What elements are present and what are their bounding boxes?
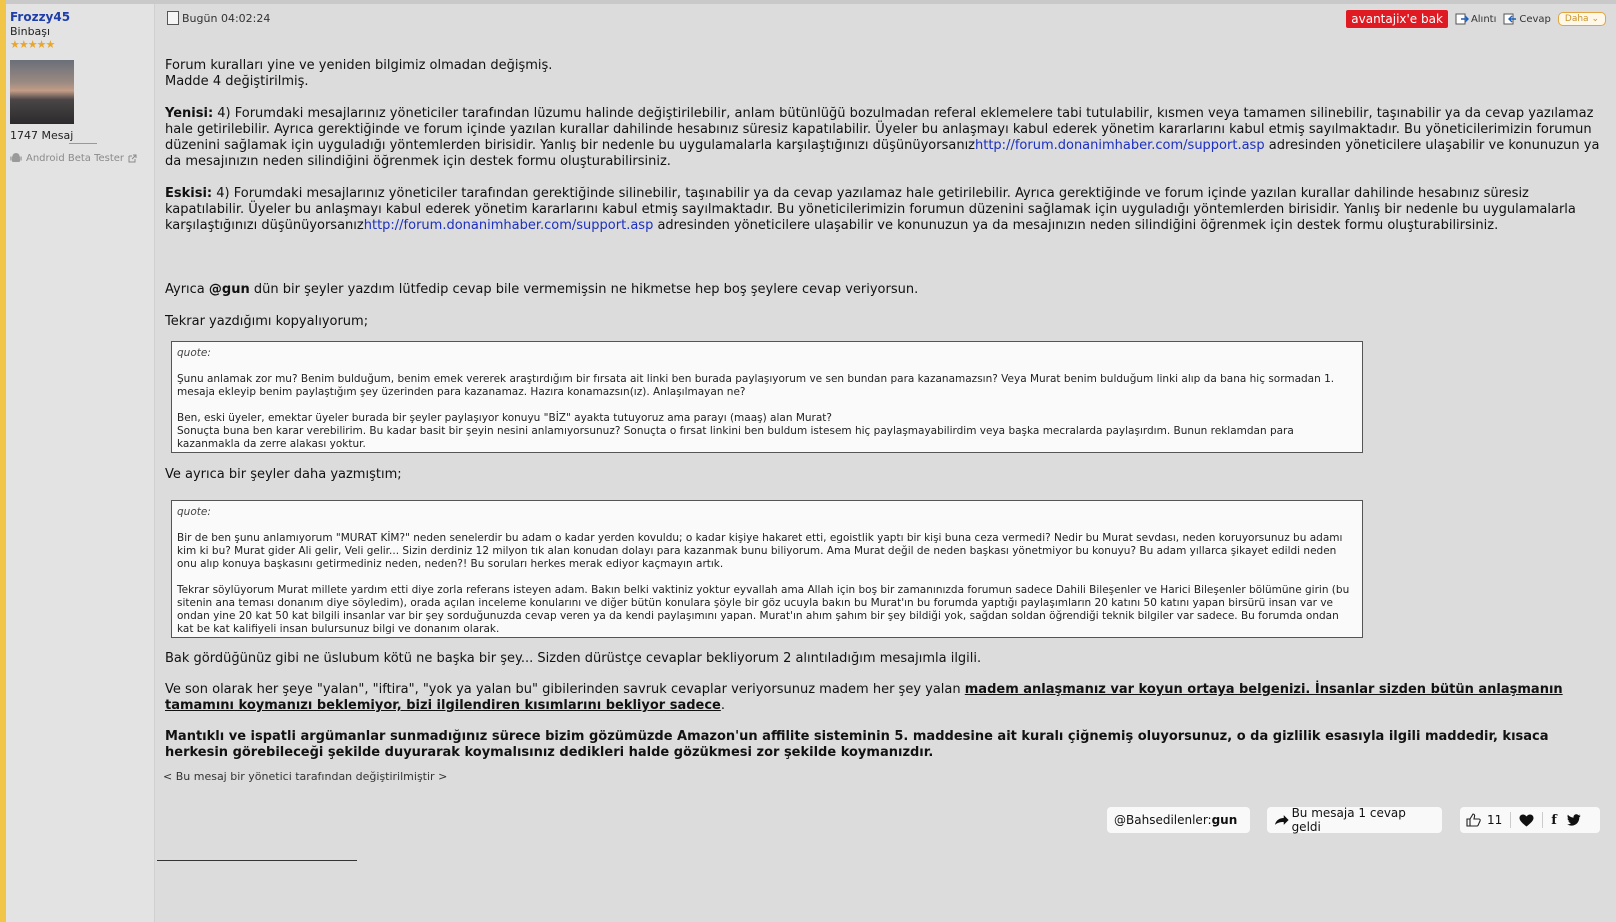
last-pre: Ve son olarak her şeye "yalan", "iftira", "yok ya yalan bu" gibilerinden savruk cevaplar veriyorsunuz madem her şey yalan <box>165 682 965 697</box>
quote-box-1 <box>171 341 1363 453</box>
rank-stars-icon: ★★★★★ <box>10 38 55 51</box>
replies-pill[interactable] <box>1267 807 1442 833</box>
reactions-pill <box>1460 807 1600 833</box>
mentions-label: @Bahsedilenler: <box>1114 813 1212 827</box>
replies-label: Bu mesaja 1 cevap geldi <box>1291 806 1406 834</box>
quote2-paragraph-1: Bir de ben şunu anlamıyorum "MURAT KİM?" neden senelerdir bu adam o kadar yerden kovuldu; o kadar kişiye hakaret etti, egoistlik yaptı bir kişi buna ceza vermedi? Nedir bu Murat sevdası, neden koruyorsunuz bu adamı kim ki bu? Murat gider Ali gelir, Veli gelir... Sizin derdiniz 12 milyon tık alan konudan dolayı para kazanmak bunu biliyorum. Ama Murat değil de neden başkası yönetmiyor bu konuyu? Bu adam yıllarca şikayet edildi neden onu alıp konuya başkasını getirmediniz neden, neden?! Bu soruları herkes merak ediyor kaçmayın artık. <box>177 532 1343 570</box>
divider <box>1510 812 1511 828</box>
avatar[interactable] <box>10 60 74 124</box>
last-paragraph <box>165 682 1605 714</box>
quote-box-2 <box>171 500 1363 638</box>
new-rule-paragraph <box>165 106 1605 170</box>
support-link-new[interactable]: http://forum.donanimhaber.com/support.asp <box>975 138 1265 153</box>
see-line: Bak gördüğünüz gibi ne üslubum kötü ne başka bir şey... Sizden dürüstçe cevaplar bekliyorum 2 alıntıladığım mesajımla ilgili. <box>165 651 982 666</box>
post-date <box>167 11 270 25</box>
new-rule-text: 4) Forumdaki mesajlarınız yöneticiler tarafından lüzumu halinde değiştirilebilir, anlam bütünlüğü bozulmadan referal eklemelere tabi tutulabilir, kısmen veya tamamen silinebilir, taşınabilir ya da cevap yazılamaz hale getirilebilir. Ayrıca gerektiğinde ve forum içinde yazılan kurallar dahilinde hesabınız süresiz kapatılabilir. Üyeler bu anlaşmayı kabul ederek yönetim kararlarını kabul etmiş sayılmaktadır. Bu yöneticilerimizin forumun düzenini sağlamak için uyguladığı yöntemlerden birisidir. Yanlış bir nedenle bu uygulamalarla karşılaştığınızı düşünüyorsanız <box>165 106 1594 153</box>
old-rule-text: 4) Forumdaki mesajlarınız yöneticiler tarafından gerektiğinde silinebilir, taşınabilir ya da cevap yazılamaz hale getirilebilir. Ayrıca gerektiğinde ve forum içinde yazılan kurallar dahilinde hesabınız süresiz kapatılabilir. Üyeler bu anlaşmayı kabul ederek yönetim kararlarını kabul etmiş sayılmaktadır. Bu yöneticilerimizin forumun düzenini sağlamak için uyguladığı yöntemlerden birisidir. Yanlış bir nedenle bu uygulamalarla karşılaştığınızı düşünüyorsanız <box>165 186 1576 233</box>
post-body <box>165 58 1605 330</box>
quote-button[interactable] <box>1455 13 1496 25</box>
reply-button-label: Cevap <box>1519 13 1551 25</box>
mentions-pill[interactable] <box>1107 807 1250 833</box>
android-icon <box>10 152 22 164</box>
more-dropdown-label: Daha <box>1564 14 1589 24</box>
old-rule-paragraph <box>165 186 1605 234</box>
old-rule-label: Eskisi: <box>165 186 213 201</box>
thumbs-up-icon[interactable] <box>1466 813 1481 827</box>
new-rule-tail: adresinden yöneticilere ulaşabilir ve konunuzun ya da mesajınızın neden silindiğini öğrenmek için destek formu oluşturabilirsiniz. <box>165 138 1600 169</box>
quote-label: quote: <box>177 347 211 359</box>
quote1-paragraph-2b: Sonuçta buna ben karar verebilirim. Bu kadar basit bir şeyin nesini anlamıyorsunuz? Sonuçta o fırsat linkini ben buldum istesem hiç paylaşmayabilirdim veya başka mecralarda paylaşırdım. Bunun reklamdan para kazanmakla da zerre alakası yoktur. <box>177 425 1294 450</box>
quote-label: quote: <box>177 506 211 518</box>
mention-link[interactable]: @gun <box>208 282 250 297</box>
message-count[interactable]: 1747 Mesaj <box>10 129 74 142</box>
more-dropdown[interactable] <box>1558 12 1606 26</box>
twitter-icon[interactable] <box>1567 814 1581 826</box>
reply-icon <box>1503 13 1517 25</box>
moderator-note: < Bu mesaj bir yönetici tarafından değiştirilmiştir > <box>163 770 448 783</box>
divider <box>1542 812 1543 828</box>
mentions-user[interactable]: gun <box>1211 813 1238 827</box>
mention-paragraph <box>165 282 1605 298</box>
final-paragraph: Mantıklı ve ispatli argümanlar sunmadığınız sürece bizim gözümüzde Amazon'un affilite sisteminin 5. maddesine ait kuralı çiğnemiş oluyorsunuz, o da gizlilik esasıyla ilgili maddedir, kısaca herkesin görebileceği şekilde duyurarak koymalısınız dedikleri halde gözükmesi zor şekilde koymanızdır. <box>165 729 1549 760</box>
quote2-paragraph-2: Tekrar söylüyorum Murat millete yardım etti diye zorla referans isteyen adam. Bakın belki vaktiniz yoktur eyvallah ama Allah için boş bir zamanınızda forumun sadece Dahili Bileşenler ve Harici Bileşenler bölümüne girin (bu sitenin ana teması donanım diye söyledim), orada açılan inceleme konularını ve diğer bütün konulara şöyle bir göz ucuyla bakın bu Murat'ın bu forumda yaptığı paylaşımların 20 katını 50 katını yapan birsürü insan var ve ondan yine 20 kat 50 kat bilgili insanlar var bir şey sorduğunuzda cevap veren ya da kendi paylaşımını yapan. Murat'ın ahım şahım bir şey bildiği yok, sağdan soldan öğrendiği teknik bilgiler var sadece. Bu forumda ondan kat be kat kalifiyeli insan bulursunuz bilgi ve donanım olarak. <box>177 584 1350 635</box>
post-toolbar <box>1346 10 1606 28</box>
signature-divider <box>157 860 357 861</box>
avantajix-button[interactable]: avantajix'e bak <box>1346 10 1448 28</box>
quote1-paragraph-1: Şunu anlamak zor mu? Benim bulduğum, benim emek vererek araştırdığım bir fırsata ait linki ben burada paylaşıyorum ve sen bundan para kazanamazsın? Veya Murat benim bulduğum linki alıp da bana hiç sormadan 1. mesaja ekleyip benim paylaştığım şey üzerinden para kazanamaz. Hazıra konamazsın(ız). Anlaşılmayan ne? <box>177 373 1335 398</box>
heart-icon[interactable] <box>1519 814 1534 827</box>
last-bold-underlined: madem anlaşmanız var koyun ortaya belgenizi. İnsanlar sizden bütün anlaşmanın tamamını koymanızı beklemiyor, bizi ilgilendiren kısımlarını bekliyor sadece <box>165 682 1563 713</box>
share-arrow-icon <box>1274 814 1290 826</box>
user-rank: Binbaşı <box>10 25 51 38</box>
also-wrote-line: Ve ayrıca bir şeyler daha yazmıştım; <box>165 467 402 482</box>
intro-line-2: Madde 4 değiştirilmiş. <box>165 74 309 89</box>
mention-post: dün bir şeyler yazdım lütfedip cevap bile vermemişsin ne hikmetse hep boş şeylere cevap veriyorsun. <box>249 282 919 297</box>
beta-badge-label: Android Beta Tester <box>26 152 125 164</box>
quote1-paragraph-2a: Ben, eski üyeler, emektar üyeler burada bir şeyler paylaşıyor konuyu "BİZ" ayakta tutuyoruz ama parayı (maaş) alan Murat? <box>177 412 832 424</box>
facebook-icon[interactable]: f <box>1551 812 1557 828</box>
post-date-text: Bugün 04:02:24 <box>182 11 271 25</box>
support-link-old[interactable]: http://forum.donanimhaber.com/support.asp <box>363 218 654 233</box>
intro-line-1: Forum kuralları yine ve yeniden bilgimiz olmadan değişmiş. <box>165 58 553 73</box>
external-link-icon <box>128 154 137 163</box>
document-icon <box>167 11 179 25</box>
mention-pre: Ayrıca <box>165 282 209 297</box>
username-link[interactable]: Frozzy45 <box>10 10 71 24</box>
reply-button[interactable] <box>1503 13 1551 25</box>
beta-badge[interactable] <box>10 152 137 164</box>
message-count-underline <box>69 143 97 144</box>
chevron-down-icon: ⌄ <box>1591 14 1599 24</box>
last-end: . <box>720 698 726 713</box>
quote-icon <box>1455 13 1469 25</box>
old-rule-tail: adresinden yöneticilere ulaşabilir ve konunuzun ya da mesajınızın neden silindiğini öğrenmek için destek formu oluşturabilirsiniz. <box>653 218 1499 233</box>
quote-button-label: Alıntı <box>1470 13 1497 25</box>
copy-line: Tekrar yazdığımı kopyalıyorum; <box>165 314 369 329</box>
new-rule-label: Yenisi: <box>165 106 214 121</box>
post-area <box>155 4 1616 922</box>
like-count: 11 <box>1487 813 1503 827</box>
user-sidebar <box>6 4 155 922</box>
